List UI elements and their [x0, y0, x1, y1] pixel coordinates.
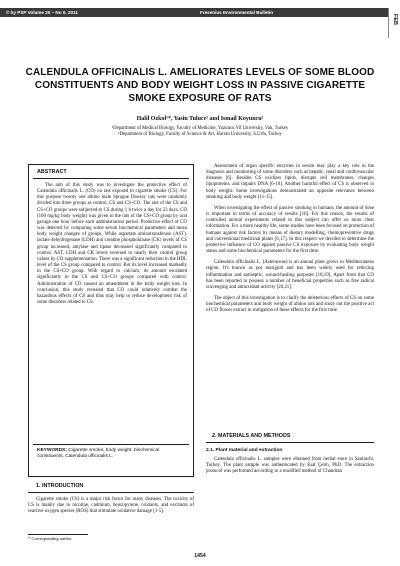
intro-text-column [28, 497, 194, 520]
methods-divider [206, 442, 374, 443]
footnote-divider [28, 534, 88, 535]
abstract-heading: ABSTRACT [37, 169, 67, 175]
keywords-list: Cigarette smoke, body weight, biochemical constituents, Calendula officinalis L. [37, 448, 160, 460]
methods-heading: 2. MATERIALS AND METHODS [212, 433, 291, 439]
keywords-label: KEYWORDS: [37, 448, 67, 453]
intro-divider [28, 492, 194, 493]
corresponding-author-note: * Corresponding author [28, 536, 72, 541]
feb-label: FEB [392, 14, 398, 25]
keywords-divider [33, 444, 189, 445]
author-list: Halil Ozkol¹*, Yasin Tuluce¹ and Ismail Koyuncu² [136, 116, 264, 122]
abstract-divider [33, 178, 189, 179]
journal-header-bar [0, 8, 388, 17]
right-text-column [206, 164, 374, 319]
paragraph-enzymes: Assessment of organ specific enzymes in serum may play a key role in the diagnosis and monitoring of some disorders such as hepatic, renal and cardiovascular diseases [6]. Besides CS oxidizes lipids, disrupts cell membranes, changes lipoproteins, and impairs DNA [6-10]. Another harmful effect of CS is observed in body weight. Some investigations demonstrated an opposite relevance between smoking and body weight [11-15]. [206, 164, 374, 200]
affiliation-2: ²Department of Biology, Faculty of Science & Art, Harran University, S.Urfa, Turkey [118, 132, 282, 138]
affiliation-1: ¹Department of Medical Biology, Faculty of Medicine, Yuzuncu Yil University, Van, Turkey [111, 126, 289, 131]
journal-name: Fresenius Environmental Bulletin [200, 10, 274, 15]
journal-volume: © by PSP Volume 20 – No 6. 2011 [6, 10, 78, 15]
abstract-box [28, 164, 194, 477]
intro-paragraph: Cigarette smoke (CS) is a major risk factor for many diseases. The toxicity of CS is mainly due to nicotine, cadmium, benzopyrene, oxidants, and excitants of reactive oxygen species (ROS) that stimulate oxidative damage [1-5]. [28, 497, 194, 515]
paragraph-extraction: Calendula officinalis L. samples were obtained from herbal store in Sanliurfa, Turkey. The plant sample was authenticated by Esat Çetin, PhD. The extraction protocol was performed according to a modified method of Chandran [206, 457, 374, 475]
paragraph-calendula: Calendula officinalis L. (Asteraceae) is an annual plant grows in Mediterranean region. It's known as pot marigold and has been widely used for reducing inflammation and antiseptic, wound-healing purposes [18,19]. Apart from that CO has been reported to possess a number of beneficial properties such as free radical scavenging and antioxidant activity [20,21]. [206, 260, 374, 290]
paragraph-passive-smoking: When investigating the effect of passive smoking in humans, the amount of dose is important in terms of accuracy of results [16]. For this reason, the results of controlled animal experiments related to this subject can offer us more clear information. For a more healthy life, some studies have been focused on protection of humans against risk factors by means of dietary modelling, chemopreventive drugs and conventional medicinal plants [6,17]. In this respect we decided to determine the protective influence of CO against passive CS exposure by evaluating body weight status and some biochemical parameters for the first time. [206, 205, 374, 255]
paragraph-objective: The object of this investigation is to clarify the deleterious effects of CS on some biochemical parameters and body weight of albino rats and study out the positive act of CO flower extract in mitigation of these effects for the first time. [206, 295, 374, 314]
feb-side-tab [388, 8, 400, 38]
methods-text-column [206, 457, 374, 480]
page-number: 1454 [194, 553, 206, 559]
plant-material-heading: 2.1. Plant material and extraction [206, 448, 283, 453]
intro-heading: 1. INTRODUCTION [36, 483, 84, 489]
paper-title: CALENDULA OFFICINALIS L. AMELIORATES LEVELS OF SOME BLOOD CONSTITUENTS AND BODY WEIGHT LOSS IN PASSIVE CIGARETTE SMOKE EXPOSURE OF RATS [25, 67, 375, 104]
keywords [37, 448, 187, 460]
abstract-text: The aim of this study was to investigate the protective effect of Calendula officinalis L. (CO) on rats exposed to cigarette smoke (CS). For this purpose twenty one albino male Sprague Dawley rats were randomly divided into three groups as control, CS and CS+CO. The rats of the CS and CS+CO groups were subjected to CS during 1 h twice a day for 23 days. CO (100 mg/kg body weight) was given to the rats of the CS+CO group by oral gavage one hour before each administration period. Protective effect of CO was detected by comparing some serum biochemical parameters and mean body weight changes of groups. While aspartate aminotransferase (AST), lactate dehydrogenase (LDH) and creatine phosphokinase (CK) levels of CS group increased, amylase and lipase decreased significantly compared to control. AST, LDH and CK levels reversed to nearly their control group values by CO supplementation. There was a significant reduction in the HDL level of the CS group compared to control. But its level increased markedly in the CS+CO group. With regard to calcium, its amount escalated significantly in the CS and CS+CO groups compared with control. Administration of CO caused an amendment in the body weight loss. In conclusion, this study revealed that CO could relatively combat the hazardous effects of CS and thus may help to reduce development risk of some disorders related to CS. [37, 183, 187, 305]
affiliations [20, 126, 380, 138]
